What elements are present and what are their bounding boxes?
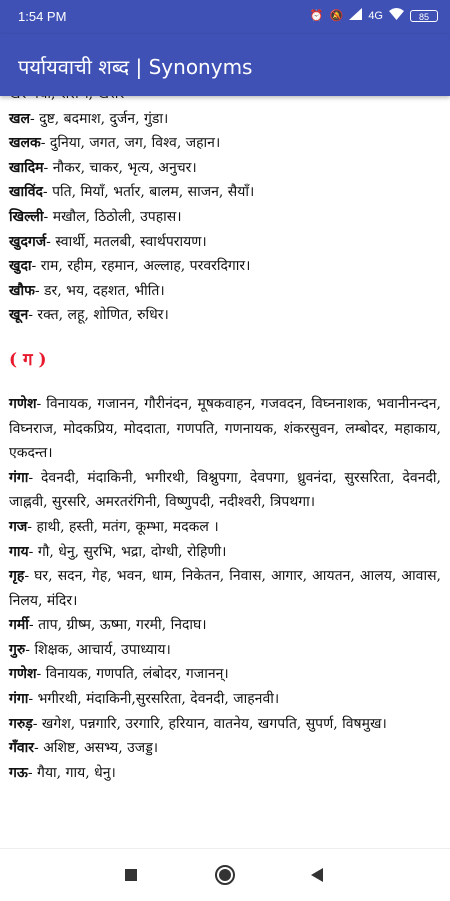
synonym-entry	[9, 303, 441, 328]
synonym-entry	[9, 613, 441, 638]
entry-word: खून	[9, 307, 29, 324]
page-title: पर्यायवाची शब्द | Synonyms	[18, 55, 253, 79]
scroll-container[interactable]	[0, 82, 450, 785]
synonym-list[interactable]	[0, 96, 450, 848]
entry-synonyms: - गैया, गाय, धेनु।	[27, 764, 116, 781]
entry-word: खादिम	[9, 159, 44, 176]
synonym-entry	[9, 466, 441, 515]
entry-synonyms: - राम, रहीम, रहमान, अल्लाह, परवरदिगार।	[31, 258, 251, 275]
entry-word: गुरु	[9, 641, 26, 658]
status-icons	[310, 8, 438, 23]
entry-word: गरुड़	[9, 715, 33, 732]
entry-synonyms: - अशिष्ट, असभ्य, उजड्ड।	[34, 740, 159, 757]
network-type: 4G	[368, 9, 383, 22]
entry-synonyms: - गौ, धेनु, सुरभि, भद्रा, दोग्धी, रोहिणी।	[28, 543, 227, 560]
entry-synonyms: - स्वार्थी, मतलबी, स्वार्थपरायण।	[46, 233, 207, 250]
entry-word: खल	[9, 110, 30, 127]
entry-word: गणेश	[9, 666, 37, 683]
entries-kha	[0, 107, 450, 328]
synonym-entry	[9, 712, 441, 737]
synonym-entry	[9, 156, 441, 181]
square-icon	[125, 869, 137, 881]
home-button[interactable]	[213, 863, 237, 887]
entry-word: खलक	[9, 135, 41, 152]
entry-synonyms: - नौकर, चाकर, भृत्य, अनुचर।	[43, 159, 197, 176]
battery-icon: 85	[410, 10, 438, 22]
entry-synonyms: - ताप, ग्रीष्म, ऊष्मा, गरमी, निदाघ।	[28, 617, 207, 634]
synonym-entry	[9, 540, 441, 565]
entry-synonyms: - शिक्षक, आचार्य, उपाध्याय।	[25, 641, 171, 658]
synonym-entry	[9, 564, 441, 613]
synonym-entry	[9, 761, 441, 786]
synonym-entry	[9, 180, 441, 205]
entry-synonyms: - पति, मियाँ, भर्तार, बालम, साजन, सैयाँ।	[42, 184, 255, 201]
mute-icon: 🔕	[329, 10, 344, 22]
synonym-entry	[9, 107, 441, 132]
entry-word: गणेश	[9, 395, 37, 412]
synonym-entry	[9, 254, 441, 279]
entry-word: गज	[9, 518, 28, 535]
entry-synonyms: - विनायक, गणपति, लंबोदर, गजानन्।	[36, 666, 229, 683]
synonym-entry	[9, 662, 441, 687]
entry-synonyms: - देवनदी, मंदाकिनी, भगीरथी, विश्नुपगा, देवपगा, ध्रुवनंदा, सुरसरिता, देवनदी, जाह्नवी, सुरसरि, अमरतरंगिनी, विष्णुपदी, नदीश्वरी, त्रिपथगा।	[9, 469, 441, 511]
wifi-icon	[389, 8, 404, 23]
entry-synonyms: - घर, सदन, गेह, भवन, धाम, निकेतन, निवास, आगार, आयतन, आलय, आवास, निलय, मंदिर।	[9, 568, 441, 609]
recents-button[interactable]	[119, 863, 143, 887]
status-time: 1:54 PM	[18, 9, 67, 24]
synonym-entry	[9, 279, 441, 304]
synonym-entry	[9, 131, 441, 156]
synonym-entry	[9, 392, 441, 466]
synonym-entry	[9, 638, 441, 663]
triangle-back-icon	[310, 867, 324, 883]
circle-icon	[214, 864, 236, 886]
entry-word: गंगा	[9, 469, 29, 486]
synonym-entry	[9, 736, 441, 761]
entry-word: खिल्ली	[9, 208, 44, 225]
entry-synonyms: - डर, भय, दहशत, भीति।	[34, 282, 165, 299]
entry-synonyms: - दुष्ट, बदमाश, दुर्जन, गुंडा।	[29, 110, 169, 127]
entry-word: गर्मी	[9, 617, 29, 634]
entry-word: खाविंद	[9, 184, 43, 201]
synonym-entry	[9, 205, 441, 230]
entry-synonyms: - विनायक, गजानन, गौरीनंदन, मूषकवाहन, गजवदन, विघ्ननाशक, भवानीनन्दन, विघ्नराज, मोदकप्रिय, मोददाता, गणपति, गणनायक, शंकरसुवन, लम्बोदर, महाकाय, एकदन्त।	[9, 395, 441, 462]
entry-word: गँवार	[9, 740, 35, 757]
entry-word: खुदगर्ज	[9, 233, 47, 250]
entry-synonyms: - खगेश, पन्नगारि, उरगारि, हरियान, वातनेय, खगपति, सुपर्ण, विषमुख।	[32, 715, 387, 732]
entry-word: खौफ	[9, 282, 35, 299]
synonym-entry	[9, 515, 441, 540]
synonym-entry	[9, 687, 441, 712]
entry-word: गऊ	[9, 764, 28, 781]
entry-synonyms: - मखौल, ठिठोली, उपहास।	[43, 208, 182, 225]
alarm-icon: ⏰	[309, 10, 324, 22]
status-bar	[0, 0, 450, 34]
entry-word: गृह	[9, 568, 25, 585]
entry-synonyms: - रक्त, लहू, शोणित, रुधिर।	[28, 307, 169, 324]
entries-ga	[0, 392, 450, 786]
entry-word: खुदा	[9, 258, 32, 275]
section-heading-ga: ( ग )	[9, 349, 47, 370]
signal-icon	[349, 8, 362, 23]
synonym-entry	[9, 230, 441, 255]
entry-synonyms: - हाथी, हस्ती, मतंग, कूम्भा, मदकल ।	[27, 518, 219, 535]
entry-word: गाय	[9, 543, 29, 560]
entry-synonyms: - दुनिया, जगत, जग, विश्व, जहान।	[40, 135, 221, 152]
back-button[interactable]	[305, 863, 329, 887]
entry-synonyms: - भगीरथी, मंदाकिनी,सुरसरिता, देवनदी, जाहनवी।	[28, 691, 280, 708]
navigation-bar	[0, 848, 450, 901]
entry-word: गंगा	[9, 691, 29, 708]
app-bar	[0, 34, 450, 96]
